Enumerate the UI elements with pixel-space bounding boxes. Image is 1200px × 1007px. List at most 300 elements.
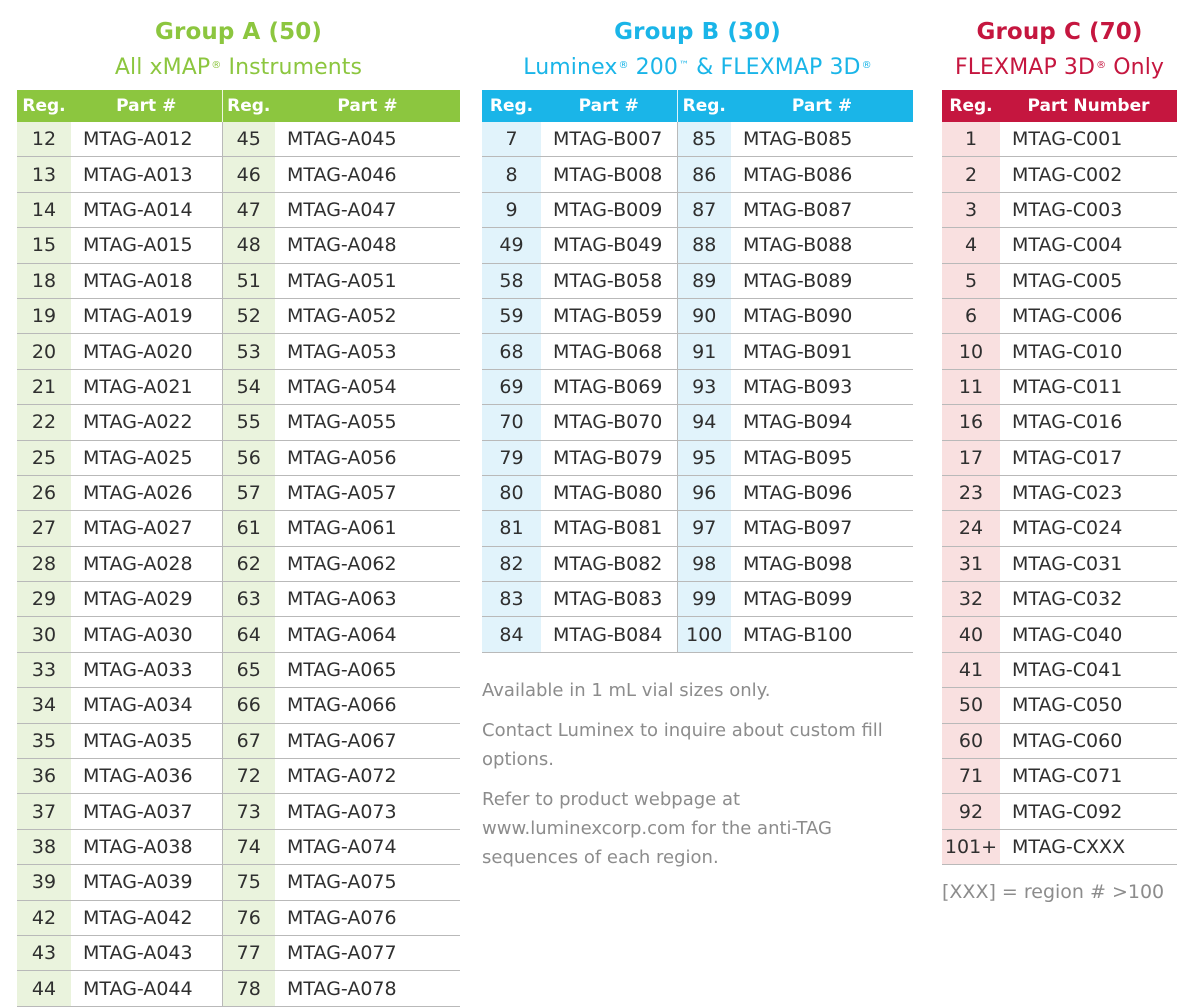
header-part: Part # — [541, 90, 677, 122]
header-part: Part # — [731, 90, 913, 122]
part-number-cell: MTAG-B049 — [541, 228, 677, 263]
part-number-cell: MTAG-C071 — [1000, 759, 1177, 794]
table-row — [482, 440, 913, 475]
part-number-cell: MTAG-A021 — [71, 369, 222, 404]
part-number-cell: MTAG-A042 — [71, 900, 222, 935]
part-number-cell: MTAG-B008 — [541, 157, 677, 192]
part-number-cell: MTAG-A034 — [71, 688, 222, 723]
region-cell: 95 — [677, 440, 731, 475]
table-row — [17, 511, 460, 546]
group-b-panel — [482, 0, 913, 646]
table-row — [942, 369, 1177, 404]
region-cell: 43 — [17, 935, 71, 970]
registered-mark: ® — [861, 60, 872, 71]
region-cell: 9 — [482, 192, 541, 227]
region-cell: 49 — [482, 228, 541, 263]
part-number-cell: MTAG-B009 — [541, 192, 677, 227]
region-cell: 54 — [222, 369, 275, 404]
table-row — [17, 263, 460, 298]
part-number-cell: MTAG-A073 — [275, 794, 460, 829]
region-cell: 7 — [482, 122, 541, 157]
group-b-subtitle-text: Luminex — [523, 55, 618, 80]
region-cell: 10 — [942, 334, 1000, 369]
part-number-cell: MTAG-B086 — [731, 157, 913, 192]
part-number-cell: MTAG-A047 — [275, 192, 460, 227]
region-cell: 66 — [222, 688, 275, 723]
table-row — [942, 440, 1177, 475]
region-cell: 96 — [677, 475, 731, 510]
part-number-cell: MTAG-A033 — [71, 652, 222, 687]
part-number-cell: MTAG-B082 — [541, 546, 677, 581]
part-number-cell: MTAG-C006 — [1000, 298, 1177, 333]
region-cell: 13 — [17, 157, 71, 192]
part-number-cell: MTAG-CXXX — [1000, 829, 1177, 864]
group-c-title: Group C (70) — [976, 19, 1143, 45]
region-cell: 82 — [482, 546, 541, 581]
group-c-subtitle-text: FLEXMAP 3D — [954, 55, 1096, 80]
region-cell: 44 — [17, 971, 71, 1006]
region-cell: 8 — [482, 157, 541, 192]
table-row — [482, 157, 913, 192]
region-cell: 58 — [482, 263, 541, 298]
group-b-subtitle-mid: 200 — [628, 55, 678, 80]
region-cell: 41 — [942, 652, 1000, 687]
region-cell: 92 — [942, 794, 1000, 829]
table-row — [942, 652, 1177, 687]
table-header-row — [942, 90, 1177, 122]
part-number-cell: MTAG-C002 — [1000, 157, 1177, 192]
region-cell: 98 — [677, 546, 731, 581]
region-cell: 5 — [942, 263, 1000, 298]
region-cell: 45 — [222, 122, 275, 157]
region-cell: 72 — [222, 759, 275, 794]
table-row — [17, 759, 460, 794]
table-row — [17, 582, 460, 617]
part-number-cell: MTAG-A074 — [275, 829, 460, 864]
region-cell: 60 — [942, 723, 1000, 758]
part-number-cell: MTAG-B094 — [731, 405, 913, 440]
region-cell: 91 — [677, 334, 731, 369]
part-number-cell: MTAG-A066 — [275, 688, 460, 723]
part-number-cell: MTAG-A076 — [275, 900, 460, 935]
region-cell: 67 — [222, 723, 275, 758]
region-cell: 61 — [222, 511, 275, 546]
table-row — [942, 723, 1177, 758]
group-a-subtitle-rest: Instruments — [221, 55, 363, 80]
part-number-cell: MTAG-A015 — [71, 228, 222, 263]
group-a-table — [17, 90, 460, 1007]
region-cell: 37 — [17, 794, 71, 829]
region-cell: 75 — [222, 865, 275, 900]
region-cell: 34 — [17, 688, 71, 723]
region-cell: 90 — [677, 298, 731, 333]
region-cell: 11 — [942, 369, 1000, 404]
region-cell: 93 — [677, 369, 731, 404]
group-b-subtitle — [482, 56, 913, 80]
part-number-cell: MTAG-C010 — [1000, 334, 1177, 369]
region-cell: 89 — [677, 263, 731, 298]
region-cell: 33 — [17, 652, 71, 687]
group-a-panel — [17, 0, 460, 1000]
region-cell: 29 — [17, 582, 71, 617]
region-cell: 50 — [942, 688, 1000, 723]
part-number-cell: MTAG-B087 — [731, 192, 913, 227]
table-row — [17, 369, 460, 404]
table-row — [942, 794, 1177, 829]
header-reg: Reg. — [677, 90, 731, 122]
table-row — [482, 511, 913, 546]
region-cell: 63 — [222, 582, 275, 617]
part-number-cell: MTAG-C003 — [1000, 192, 1177, 227]
part-number-cell: MTAG-A020 — [71, 334, 222, 369]
region-cell: 47 — [222, 192, 275, 227]
region-cell: 80 — [482, 475, 541, 510]
table-row — [17, 192, 460, 227]
part-number-cell: MTAG-B089 — [731, 263, 913, 298]
table-row — [942, 263, 1177, 298]
header-part: Part # — [71, 90, 222, 122]
group-a-title: Group A (50) — [155, 19, 322, 45]
region-cell: 22 — [17, 405, 71, 440]
part-number-cell: MTAG-A062 — [275, 546, 460, 581]
part-number-cell: MTAG-C050 — [1000, 688, 1177, 723]
part-number-cell: MTAG-C032 — [1000, 582, 1177, 617]
table-header-row — [17, 90, 460, 122]
part-number-cell: MTAG-B068 — [541, 334, 677, 369]
part-number-cell: MTAG-A037 — [71, 794, 222, 829]
region-cell: 77 — [222, 935, 275, 970]
registered-mark: ® — [618, 60, 629, 71]
part-number-cell: MTAG-A022 — [71, 405, 222, 440]
part-number-cell: MTAG-A043 — [71, 935, 222, 970]
part-number-cell: MTAG-A053 — [275, 334, 460, 369]
table-row — [17, 935, 460, 970]
table-row — [482, 475, 913, 510]
table-row — [942, 192, 1177, 227]
part-number-cell: MTAG-A048 — [275, 228, 460, 263]
table-row — [482, 405, 913, 440]
table-row — [17, 475, 460, 510]
part-number-cell: MTAG-A077 — [275, 935, 460, 970]
region-cell: 52 — [222, 298, 275, 333]
region-cell: 21 — [17, 369, 71, 404]
table-row — [482, 369, 913, 404]
table-row — [942, 122, 1177, 157]
note-refer: Refer to product webpage at www.luminexcorp.com for the anti-TAG sequences of each region. — [482, 789, 832, 868]
region-cell: 48 — [222, 228, 275, 263]
region-cell: 57 — [222, 475, 275, 510]
table-row — [482, 192, 913, 227]
part-number-cell: MTAG-B058 — [541, 263, 677, 298]
part-number-cell: MTAG-C016 — [1000, 405, 1177, 440]
group-b-table — [482, 90, 913, 653]
part-number-cell: MTAG-C023 — [1000, 475, 1177, 510]
header-reg: Reg. — [17, 90, 71, 122]
part-number-cell: MTAG-B096 — [731, 475, 913, 510]
part-number-cell: MTAG-B091 — [731, 334, 913, 369]
region-cell: 56 — [222, 440, 275, 475]
table-row — [482, 546, 913, 581]
region-cell: 14 — [17, 192, 71, 227]
part-number-cell: MTAG-B098 — [731, 546, 913, 581]
table-row — [17, 298, 460, 333]
table-row — [17, 546, 460, 581]
part-number-cell: MTAG-C004 — [1000, 228, 1177, 263]
table-row — [942, 157, 1177, 192]
part-number-cell: MTAG-A064 — [275, 617, 460, 652]
part-number-cell: MTAG-A014 — [71, 192, 222, 227]
part-number-cell: MTAG-B059 — [541, 298, 677, 333]
region-cell: 62 — [222, 546, 275, 581]
part-number-cell: MTAG-B083 — [541, 582, 677, 617]
region-cell: 87 — [677, 192, 731, 227]
region-cell: 97 — [677, 511, 731, 546]
table-header-row — [482, 90, 913, 122]
part-number-cell: MTAG-C031 — [1000, 546, 1177, 581]
region-cell: 20 — [17, 334, 71, 369]
region-cell: 81 — [482, 511, 541, 546]
table-row — [482, 582, 913, 617]
region-cell: 40 — [942, 617, 1000, 652]
part-number-cell: MTAG-A067 — [275, 723, 460, 758]
part-number-cell: MTAG-A029 — [71, 582, 222, 617]
table-row — [942, 759, 1177, 794]
region-cell: 46 — [222, 157, 275, 192]
part-number-cell: MTAG-C040 — [1000, 617, 1177, 652]
table-row — [17, 122, 460, 157]
group-c-table — [942, 90, 1177, 865]
part-number-cell: MTAG-A039 — [71, 865, 222, 900]
table-row — [482, 122, 913, 157]
part-number-cell: MTAG-A025 — [71, 440, 222, 475]
region-cell: 15 — [17, 228, 71, 263]
group-c-subtitle-rest: Only — [1106, 55, 1165, 80]
table-row — [17, 794, 460, 829]
part-number-cell: MTAG-B090 — [731, 298, 913, 333]
table-row — [17, 652, 460, 687]
notes-block — [482, 676, 902, 883]
region-cell: 88 — [677, 228, 731, 263]
table-row — [942, 688, 1177, 723]
header-reg: Reg. — [482, 90, 541, 122]
header-reg: Reg. — [942, 90, 1000, 122]
region-cell: 68 — [482, 334, 541, 369]
trademark-mark: ™ — [678, 60, 690, 71]
group-c-subtitle — [942, 56, 1177, 80]
part-number-cell: MTAG-B084 — [541, 617, 677, 652]
table-row — [482, 617, 913, 652]
part-number-cell: MTAG-C001 — [1000, 122, 1177, 157]
table-row — [942, 475, 1177, 510]
region-cell: 32 — [942, 582, 1000, 617]
table-row — [482, 263, 913, 298]
part-number-cell: MTAG-A078 — [275, 971, 460, 1006]
part-number-cell: MTAG-A052 — [275, 298, 460, 333]
region-cell: 53 — [222, 334, 275, 369]
part-number-cell: MTAG-B088 — [731, 228, 913, 263]
region-cell: 42 — [17, 900, 71, 935]
group-c-panel — [942, 0, 1177, 858]
part-number-cell: MTAG-B079 — [541, 440, 677, 475]
region-cell: 19 — [17, 298, 71, 333]
table-row — [482, 334, 913, 369]
part-number-cell: MTAG-B081 — [541, 511, 677, 546]
region-cell: 64 — [222, 617, 275, 652]
region-cell: 84 — [482, 617, 541, 652]
table-row — [942, 829, 1177, 864]
table-row — [17, 971, 460, 1006]
header-part: Part Number — [1000, 90, 1177, 122]
region-cell: 71 — [942, 759, 1000, 794]
region-cell: 85 — [677, 122, 731, 157]
table-row — [942, 298, 1177, 333]
region-cell: 73 — [222, 794, 275, 829]
table-row — [942, 334, 1177, 369]
region-cell: 83 — [482, 582, 541, 617]
region-cell: 25 — [17, 440, 71, 475]
part-number-cell: MTAG-A028 — [71, 546, 222, 581]
table-row — [17, 829, 460, 864]
region-cell: 59 — [482, 298, 541, 333]
part-number-cell: MTAG-C017 — [1000, 440, 1177, 475]
note-vial-size: Available in 1 mL vial sizes only. — [482, 680, 771, 701]
table-row — [17, 865, 460, 900]
region-cell: 79 — [482, 440, 541, 475]
region-cell: 74 — [222, 829, 275, 864]
region-cell: 39 — [17, 865, 71, 900]
part-number-cell: MTAG-A036 — [71, 759, 222, 794]
note-contact: Contact Luminex to inquire about custom fill options. — [482, 720, 883, 770]
region-cell: 18 — [17, 263, 71, 298]
region-cell: 23 — [942, 475, 1000, 510]
region-cell: 1 — [942, 122, 1000, 157]
region-cell: 26 — [17, 475, 71, 510]
part-number-cell: MTAG-B007 — [541, 122, 677, 157]
table-row — [17, 157, 460, 192]
region-cell: 31 — [942, 546, 1000, 581]
part-number-cell: MTAG-A072 — [275, 759, 460, 794]
part-number-cell: MTAG-C092 — [1000, 794, 1177, 829]
part-number-cell: MTAG-C041 — [1000, 652, 1177, 687]
part-number-cell: MTAG-A038 — [71, 829, 222, 864]
part-number-cell: MTAG-B069 — [541, 369, 677, 404]
region-cell: 101+ — [942, 829, 1000, 864]
region-cell: 76 — [222, 900, 275, 935]
part-number-cell: MTAG-B100 — [731, 617, 913, 652]
part-number-cell: MTAG-A046 — [275, 157, 460, 192]
region-cell: 3 — [942, 192, 1000, 227]
group-b-title: Group B (30) — [614, 19, 781, 45]
part-number-cell: MTAG-A075 — [275, 865, 460, 900]
part-number-cell: MTAG-B097 — [731, 511, 913, 546]
table-row — [17, 440, 460, 475]
part-number-cell: MTAG-C005 — [1000, 263, 1177, 298]
region-cell: 100 — [677, 617, 731, 652]
part-number-cell: MTAG-A063 — [275, 582, 460, 617]
part-number-cell: MTAG-C011 — [1000, 369, 1177, 404]
table-row — [942, 617, 1177, 652]
table-row — [482, 228, 913, 263]
part-number-cell: MTAG-A019 — [71, 298, 222, 333]
table-row — [17, 228, 460, 263]
part-number-cell: MTAG-B085 — [731, 122, 913, 157]
part-number-cell: MTAG-A030 — [71, 617, 222, 652]
part-number-cell: MTAG-A065 — [275, 652, 460, 687]
part-number-cell: MTAG-B080 — [541, 475, 677, 510]
region-cell: 65 — [222, 652, 275, 687]
part-number-cell: MTAG-A061 — [275, 511, 460, 546]
part-number-cell: MTAG-A018 — [71, 263, 222, 298]
header-part: Part # — [275, 90, 460, 122]
part-number-cell: MTAG-B070 — [541, 405, 677, 440]
table-row — [17, 723, 460, 758]
header-reg: Reg. — [222, 90, 275, 122]
part-number-cell: MTAG-A054 — [275, 369, 460, 404]
part-number-cell: MTAG-A013 — [71, 157, 222, 192]
region-cell: 24 — [942, 511, 1000, 546]
part-number-cell: MTAG-A027 — [71, 511, 222, 546]
part-number-cell: MTAG-A044 — [71, 971, 222, 1006]
region-cell: 51 — [222, 263, 275, 298]
group-b-subtitle-mid2: & FLEXMAP 3D — [689, 55, 861, 80]
region-cell: 70 — [482, 405, 541, 440]
region-cell: 35 — [17, 723, 71, 758]
table-row — [17, 617, 460, 652]
table-row — [17, 900, 460, 935]
table-row — [942, 582, 1177, 617]
table-row — [17, 405, 460, 440]
region-cell: 27 — [17, 511, 71, 546]
region-cell: 69 — [482, 369, 541, 404]
part-number-cell: MTAG-A056 — [275, 440, 460, 475]
registered-mark: ® — [211, 60, 222, 71]
region-cell: 99 — [677, 582, 731, 617]
part-number-cell: MTAG-A026 — [71, 475, 222, 510]
part-number-cell: MTAG-C060 — [1000, 723, 1177, 758]
part-number-cell: MTAG-A057 — [275, 475, 460, 510]
table-row — [942, 511, 1177, 546]
region-cell: 12 — [17, 122, 71, 157]
region-cell: 94 — [677, 405, 731, 440]
part-number-cell: MTAG-B093 — [731, 369, 913, 404]
part-number-cell: MTAG-B095 — [731, 440, 913, 475]
table-row — [942, 228, 1177, 263]
region-footnote: [XXX] = region # >100 — [942, 881, 1165, 903]
table-row — [942, 546, 1177, 581]
region-cell: 16 — [942, 405, 1000, 440]
registered-mark: ® — [1096, 60, 1107, 71]
part-number-cell: MTAG-A035 — [71, 723, 222, 758]
table-row — [482, 298, 913, 333]
region-cell: 38 — [17, 829, 71, 864]
region-cell: 28 — [17, 546, 71, 581]
region-cell: 2 — [942, 157, 1000, 192]
part-number-cell: MTAG-A045 — [275, 122, 460, 157]
part-number-cell: MTAG-B099 — [731, 582, 913, 617]
region-cell: 36 — [17, 759, 71, 794]
region-cell: 55 — [222, 405, 275, 440]
part-number-cell: MTAG-A051 — [275, 263, 460, 298]
region-cell: 78 — [222, 971, 275, 1006]
group-a-subtitle — [17, 56, 460, 80]
table-row — [942, 405, 1177, 440]
table-row — [17, 334, 460, 369]
region-cell: 17 — [942, 440, 1000, 475]
region-cell: 30 — [17, 617, 71, 652]
region-cell: 86 — [677, 157, 731, 192]
table-row — [17, 688, 460, 723]
group-a-subtitle-text: All xMAP — [114, 55, 211, 80]
